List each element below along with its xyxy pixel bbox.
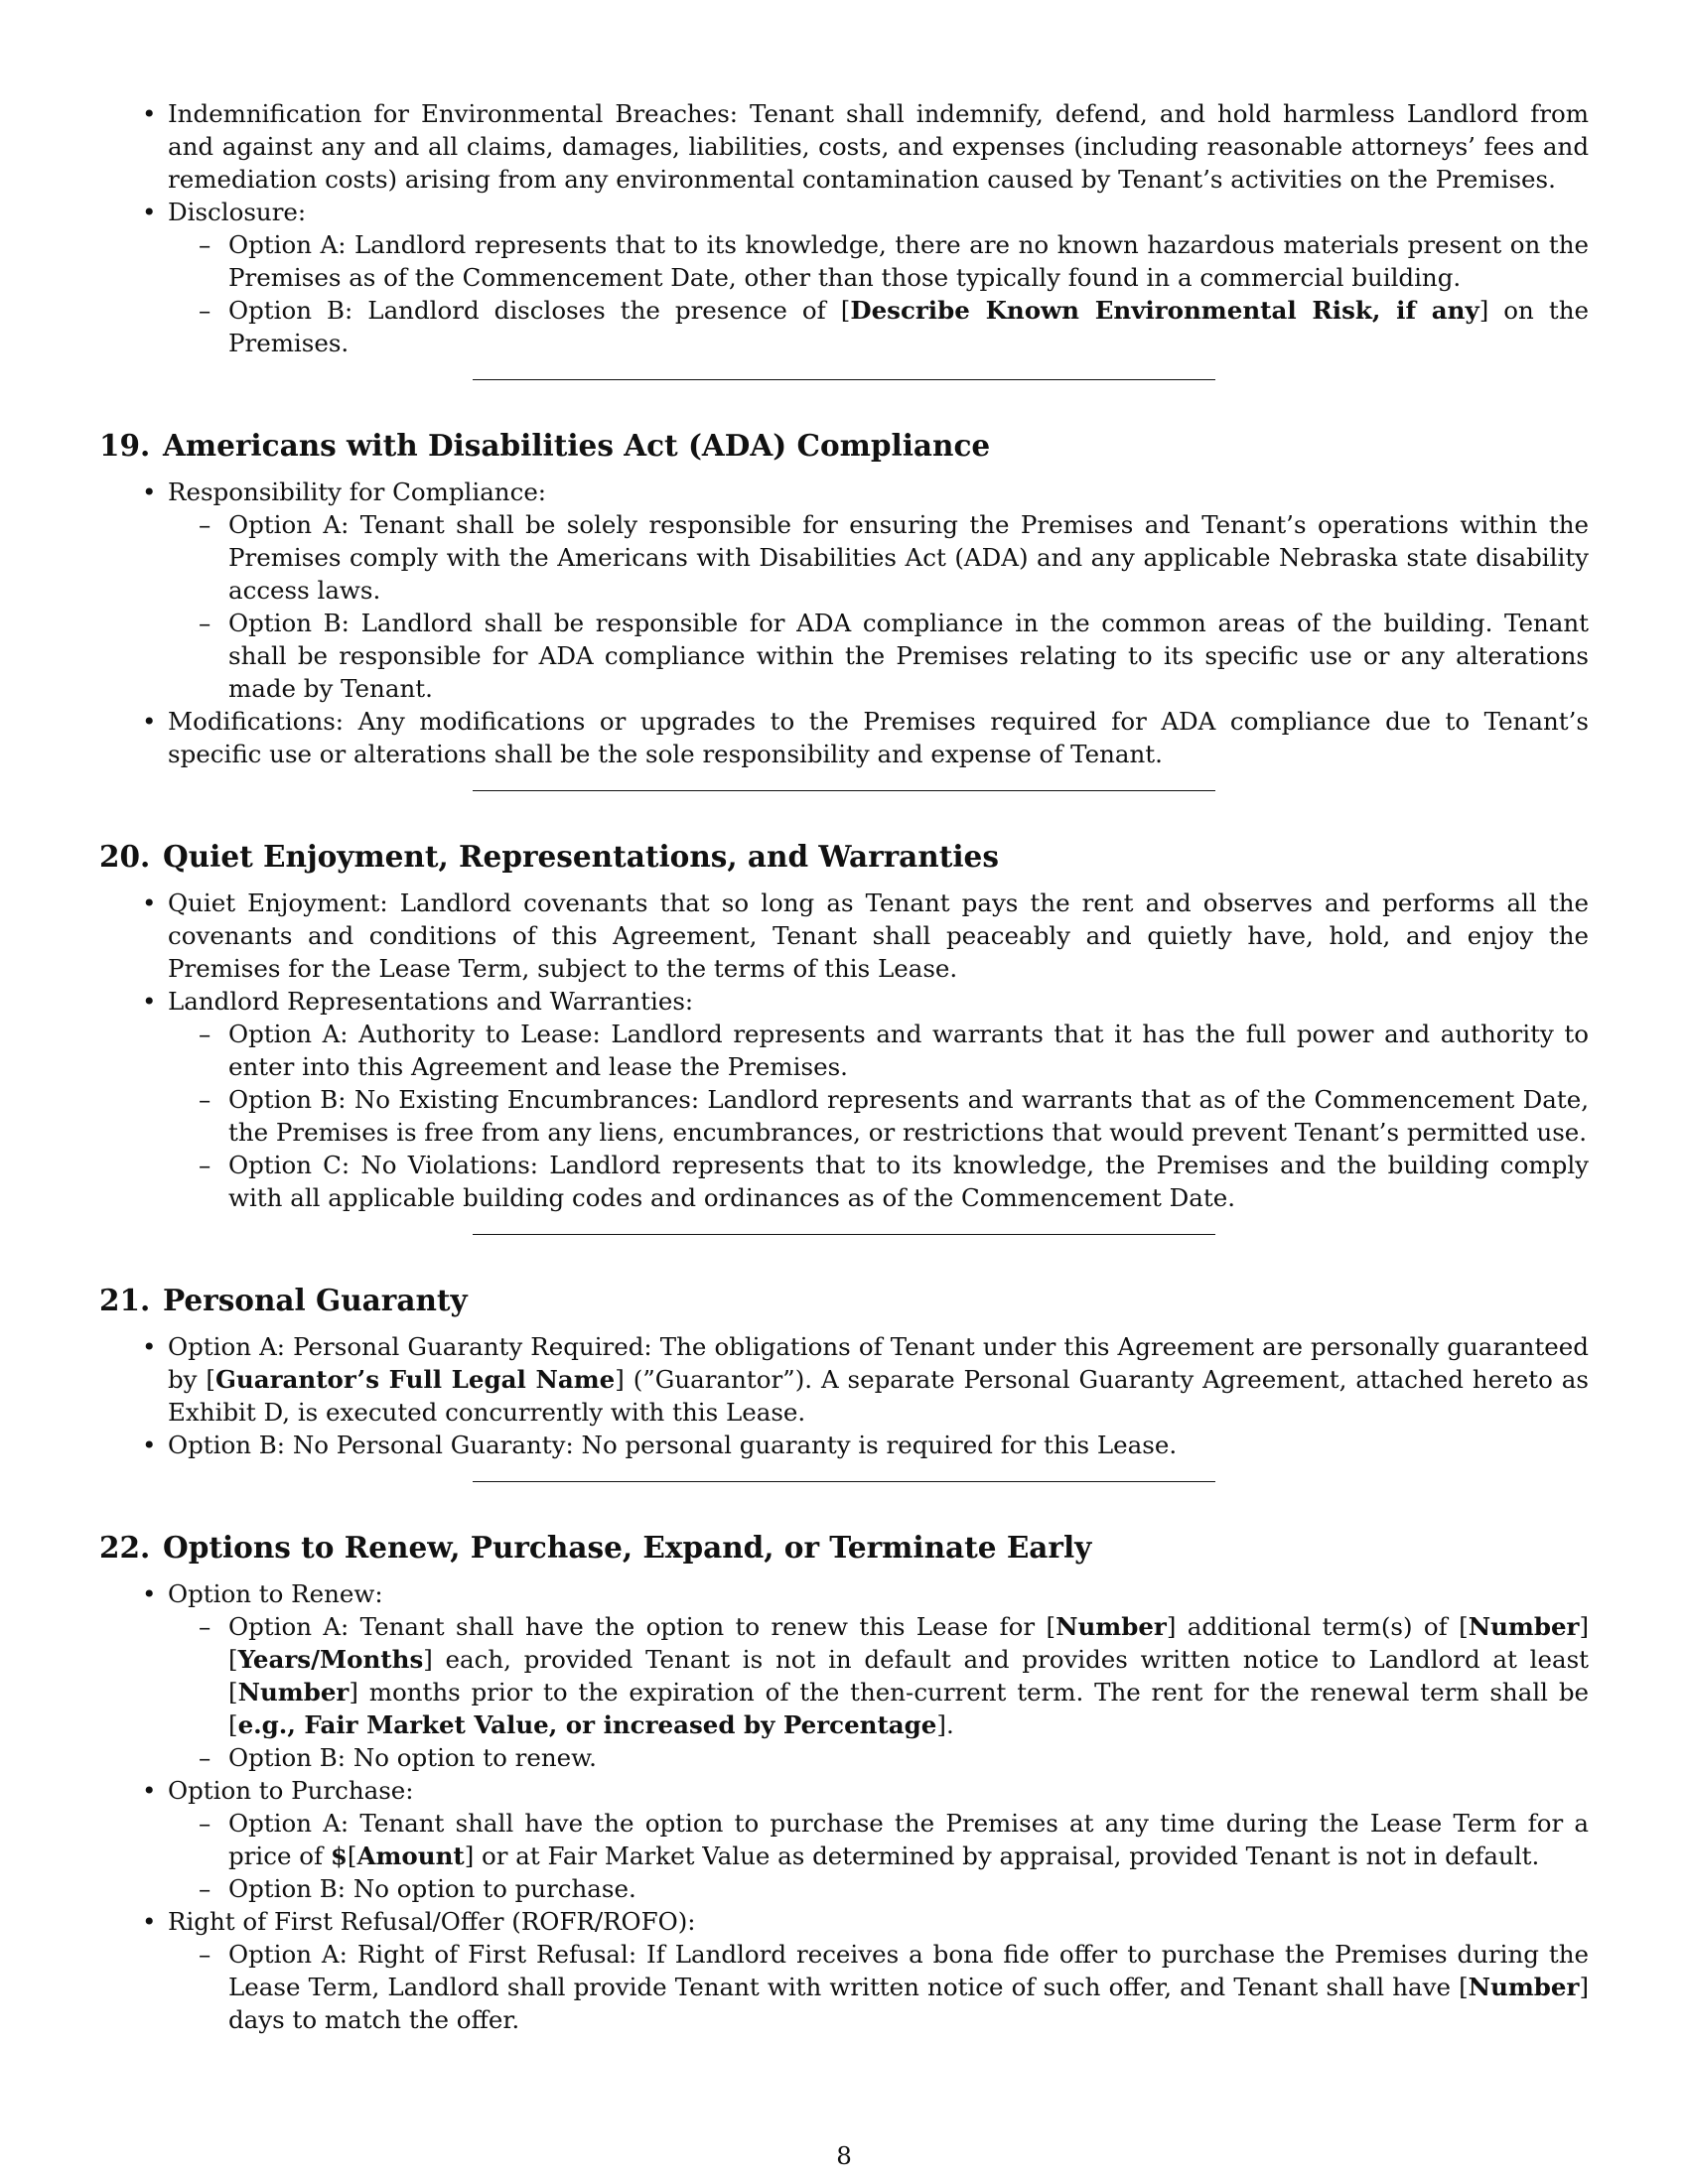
placeholder-field: Years/Months — [237, 1645, 424, 1674]
section-divider — [473, 790, 1215, 791]
text-segment: ] months prior to the expiration of the then-current term. The rent for the renewal term shall be [ — [228, 1678, 1589, 1739]
section-heading — [99, 1528, 1589, 1568]
sub-list — [168, 508, 1589, 705]
list-item — [168, 887, 1589, 985]
bullet-list — [99, 1577, 1589, 2036]
sub-list-item — [228, 1083, 1589, 1149]
page-content — [99, 97, 1589, 2036]
section-number: 22. — [99, 1530, 151, 1565]
text-segment: ]. — [936, 1710, 954, 1739]
sub-list-item — [228, 1938, 1589, 2036]
text-segment: Option A: Personal Guaranty Required: The obligations of Tenant under this Agreement are personally guaranteed by [ — [168, 1332, 1589, 1394]
section-divider — [473, 1481, 1215, 1482]
sub-list — [168, 1807, 1589, 1905]
section-heading — [99, 837, 1589, 877]
section-19 — [99, 426, 1589, 770]
placeholder-field: Describe Known Environmental Risk, if any — [850, 296, 1479, 325]
list-item — [168, 1774, 1589, 1905]
placeholder-field: $ — [330, 1842, 348, 1870]
text-segment: Option to Renew: — [168, 1579, 383, 1608]
text-segment: Landlord Representations and Warranties: — [168, 987, 694, 1016]
sub-list — [168, 228, 1589, 359]
text-segment: Option A: Landlord represents that to its knowledge, there are no known hazardous materials present on the Premises as of the Commencement Date, other than those typically found in a commercial building. — [228, 230, 1589, 292]
page-number: 8 — [836, 2141, 852, 2170]
text-segment: Option B: No Personal Guaranty: No personal guaranty is required for this Lease. — [168, 1431, 1178, 1459]
list-item — [168, 196, 1589, 359]
text-segment: ] on the Premises. — [228, 296, 1589, 357]
list-item — [168, 1905, 1589, 2036]
sub-list-item — [228, 1149, 1589, 1214]
text-segment: ] each, provided Tenant is not in default and provides written notice to Landlord at least [ — [228, 1645, 1589, 1706]
placeholder-field: Number — [1468, 1612, 1580, 1641]
text-segment: Option to Purchase: — [168, 1776, 414, 1805]
placeholder-field: Guarantor’s Full Legal Name — [215, 1365, 616, 1394]
section-22 — [99, 1528, 1589, 2036]
list-item — [168, 97, 1589, 196]
text-segment: ] or at Fair Market Value as determined by appraisal, provided Tenant is not in default. — [464, 1842, 1540, 1870]
text-segment: ] [ — [228, 1612, 1590, 1674]
sub-list-item — [228, 1741, 1589, 1774]
section-title: Options to Renew, Purchase, Expand, or Terminate Early — [163, 1530, 1092, 1565]
sub-list-item — [228, 228, 1589, 294]
text-segment: Option B: No option to purchase. — [228, 1874, 636, 1903]
text-segment: Option A: Authority to Lease: Landlord represents and warrants that it has the full power and authority to enter into this Agreement and lease the Premises. — [228, 1020, 1589, 1081]
section-heading — [99, 1281, 1589, 1320]
text-segment: ] additional term(s) of [ — [1166, 1612, 1469, 1641]
bullet-list — [99, 1330, 1589, 1461]
text-segment: Option B: No option to renew. — [228, 1743, 597, 1772]
sub-list-item — [228, 508, 1589, 607]
section-title: Americans with Disabilities Act (ADA) Compliance — [163, 428, 991, 463]
sub-list-item — [228, 1018, 1589, 1083]
text-segment: Option A: Tenant shall have the option to renew this Lease for [ — [228, 1612, 1056, 1641]
section-number: 19. — [99, 428, 151, 463]
section-21 — [99, 1281, 1589, 1461]
sub-list-item — [228, 1872, 1589, 1905]
text-segment: Option B: Landlord shall be responsible for ADA compliance in the common areas of the building. Tenant shall be responsible for ADA compliance within the Premises relating to its specific use or any alterations made by Tenant. — [228, 609, 1589, 703]
section-number: 20. — [99, 839, 151, 874]
text-segment: ] days to match the offer. — [228, 1973, 1589, 2034]
sub-list-item — [228, 294, 1589, 359]
text-segment: Right of First Refusal/Offer (ROFR/ROFO): — [168, 1907, 696, 1936]
bullet-list — [99, 476, 1589, 770]
section-title: Quiet Enjoyment, Representations, and Warranties — [163, 839, 999, 874]
text-segment: Option C: No Violations: Landlord represents that to its knowledge, the Premises and the building comply with all applicable building codes and ordinances as of the Commencement Date. — [228, 1151, 1589, 1212]
text-segment: ] (”Guarantor”). A separate Personal Guaranty Agreement, attached hereto as Exhibit D, is executed concurrently with this Lease. — [168, 1365, 1589, 1427]
section-20 — [99, 837, 1589, 1214]
bullet-list — [99, 887, 1589, 1214]
placeholder-field: Amount — [356, 1842, 465, 1870]
placeholder-field: Number — [237, 1678, 350, 1706]
text-segment: Option A: Tenant shall have the option to purchase the Premises at any time during the Lease Term for a price of — [228, 1809, 1589, 1870]
text-segment: Option A: Right of First Refusal: If Landlord receives a bona fide offer to purchase the Premises during the Lease Term, Landlord shall provide Tenant with written notice of such offer, and Tenant shall have [ — [228, 1940, 1589, 2001]
section-heading — [99, 426, 1589, 466]
section-number: 21. — [99, 1283, 151, 1317]
text-segment: Option A: Tenant shall be solely responsible for ensuring the Premises and Tenant’s operations within the Premises comply with the Americans with Disabilities Act (ADA) and any applicable Nebraska state disability access laws. — [228, 510, 1589, 605]
sub-list — [168, 1018, 1589, 1214]
sub-list — [168, 1610, 1589, 1774]
sub-list-item — [228, 607, 1589, 705]
section-divider — [473, 379, 1215, 380]
sub-list-item — [228, 1807, 1589, 1872]
text-segment: Quiet Enjoyment: Landlord covenants that so long as Tenant pays the rent and observes and performs all the covenants and conditions of this Agreement, Tenant shall peaceably and quietly have, hold, and enjoy the Premises for the Lease Term, subject to the terms of this Lease. — [168, 888, 1589, 983]
list-item — [168, 476, 1589, 705]
list-item — [168, 705, 1589, 770]
list-item — [168, 1577, 1589, 1774]
placeholder-field: Number — [1055, 1612, 1167, 1641]
sub-list — [168, 1938, 1589, 2036]
sub-list-item — [228, 1610, 1589, 1741]
text-segment: Option B: Landlord discloses the presence of [ — [228, 296, 851, 325]
text-segment: Disclosure: — [168, 198, 307, 226]
text-segment: Option B: No Existing Encumbrances: Landlord represents and warrants that as of the Commencement Date, the Premises is free from any liens, encumbrances, or restrictions that would prevent Tenant’s permitted use. — [228, 1085, 1589, 1147]
placeholder-field: e.g., Fair Market Value, or increased by Percentage — [237, 1710, 937, 1739]
section-divider — [473, 1234, 1215, 1235]
section-title: Personal Guaranty — [163, 1283, 468, 1317]
list-item — [168, 985, 1589, 1214]
placeholder-field: Number — [1468, 1973, 1580, 2001]
text-segment: Modifications: Any modifications or upgrades to the Premises required for ADA compliance due to Tenant’s specific use or alterations shall be the sole responsibility and expense of Tenant. — [168, 707, 1589, 768]
list-item — [168, 1330, 1589, 1429]
text-segment: Indemnification for Environmental Breaches: Tenant shall indemnify, defend, and hold harmless Landlord from and against any and all claims, damages, liabilities, costs, and expenses (including reasonable attorneys’ fees and remediation costs) arising from any environmental contamination caused by Tenant’s activities on the Premises. — [168, 99, 1589, 194]
text-segment: [ — [347, 1842, 357, 1870]
text-segment: Responsibility for Compliance: — [168, 478, 547, 506]
intro-bullet-list — [99, 97, 1589, 359]
list-item — [168, 1429, 1589, 1461]
